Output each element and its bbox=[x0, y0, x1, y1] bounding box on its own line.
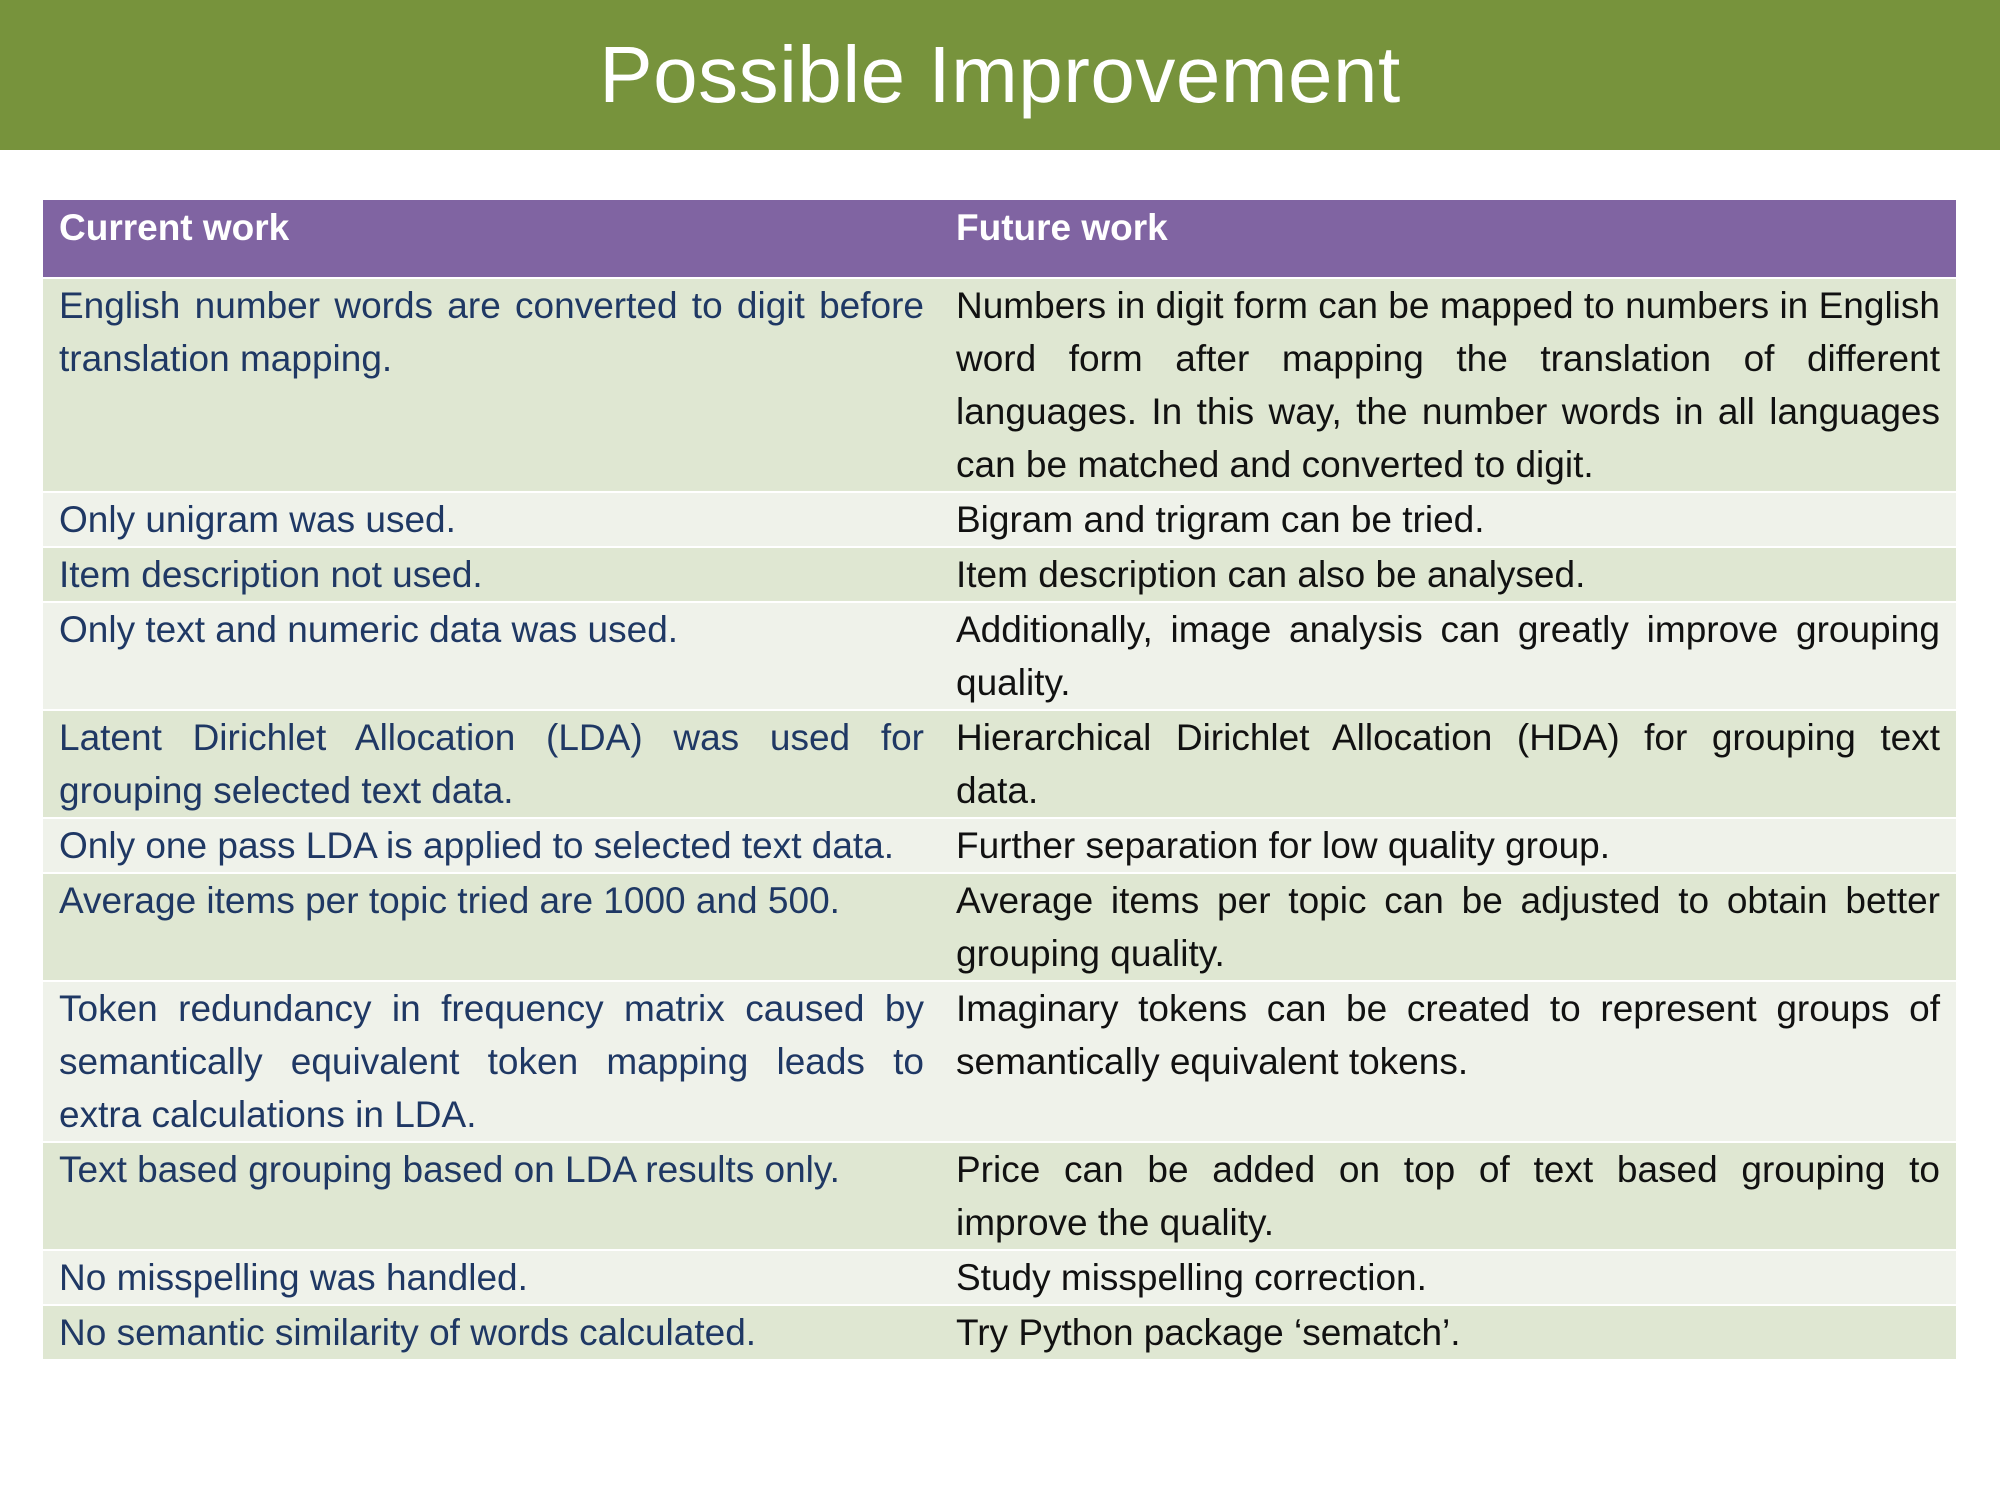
slide-title: Possible Improvement bbox=[599, 30, 1401, 119]
future-work-cell: Price can be added on top of text based grouping to improve the quality. bbox=[940, 1142, 1956, 1250]
table-row bbox=[43, 818, 1956, 873]
current-work-cell: Only text and numeric data was used. bbox=[43, 602, 940, 710]
future-work-cell: Further separation for low quality group. bbox=[940, 818, 1956, 873]
future-work-cell: Try Python package ‘sematch’. bbox=[940, 1305, 1956, 1359]
current-work-cell: Token redundancy in frequency matrix caused by semantically equivalent token mapping leads to extra calculations in LDA. bbox=[43, 981, 940, 1142]
future-work-cell: Hierarchical Dirichlet Allocation (HDA) for grouping text data. bbox=[940, 710, 1956, 818]
table-row bbox=[43, 492, 1956, 547]
future-work-cell: Numbers in digit form can be mapped to numbers in English word form after mapping the translation of different languages. In this way, the number words in all languages can be matched and converted to digit. bbox=[940, 278, 1956, 492]
table-row bbox=[43, 981, 1956, 1142]
future-work-cell: Bigram and trigram can be tried. bbox=[940, 492, 1956, 547]
table-row bbox=[43, 710, 1956, 818]
future-work-cell: Average items per topic can be adjusted to obtain better grouping quality. bbox=[940, 873, 1956, 981]
improvement-table bbox=[43, 200, 1956, 1359]
future-work-cell: Item description can also be analysed. bbox=[940, 547, 1956, 602]
table-header-row bbox=[43, 200, 1956, 278]
current-work-cell: Only unigram was used. bbox=[43, 492, 940, 547]
header-future-work: Future work bbox=[940, 200, 1956, 278]
table-row bbox=[43, 1250, 1956, 1305]
table-row bbox=[43, 278, 1956, 492]
table-row bbox=[43, 873, 1956, 981]
future-work-cell: Imaginary tokens can be created to represent groups of semantically equivalent tokens. bbox=[940, 981, 1956, 1142]
current-work-cell: Only one pass LDA is applied to selected text data. bbox=[43, 818, 940, 873]
header-current-work: Current work bbox=[43, 200, 940, 278]
current-work-cell: English number words are converted to digit before translation mapping. bbox=[43, 278, 940, 492]
table-row bbox=[43, 602, 1956, 710]
table-row bbox=[43, 547, 1956, 602]
future-work-cell: Additionally, image analysis can greatly improve grouping quality. bbox=[940, 602, 1956, 710]
current-work-cell: Text based grouping based on LDA results only. bbox=[43, 1142, 940, 1250]
future-work-cell: Study misspelling correction. bbox=[940, 1250, 1956, 1305]
current-work-cell: No misspelling was handled. bbox=[43, 1250, 940, 1305]
current-work-cell: No semantic similarity of words calculated. bbox=[43, 1305, 940, 1359]
current-work-cell: Average items per topic tried are 1000 and 500. bbox=[43, 873, 940, 981]
table-row bbox=[43, 1305, 1956, 1359]
current-work-cell: Item description not used. bbox=[43, 547, 940, 602]
current-work-cell: Latent Dirichlet Allocation (LDA) was used for grouping selected text data. bbox=[43, 710, 940, 818]
table-row bbox=[43, 1142, 1956, 1250]
title-bar bbox=[0, 0, 2000, 150]
